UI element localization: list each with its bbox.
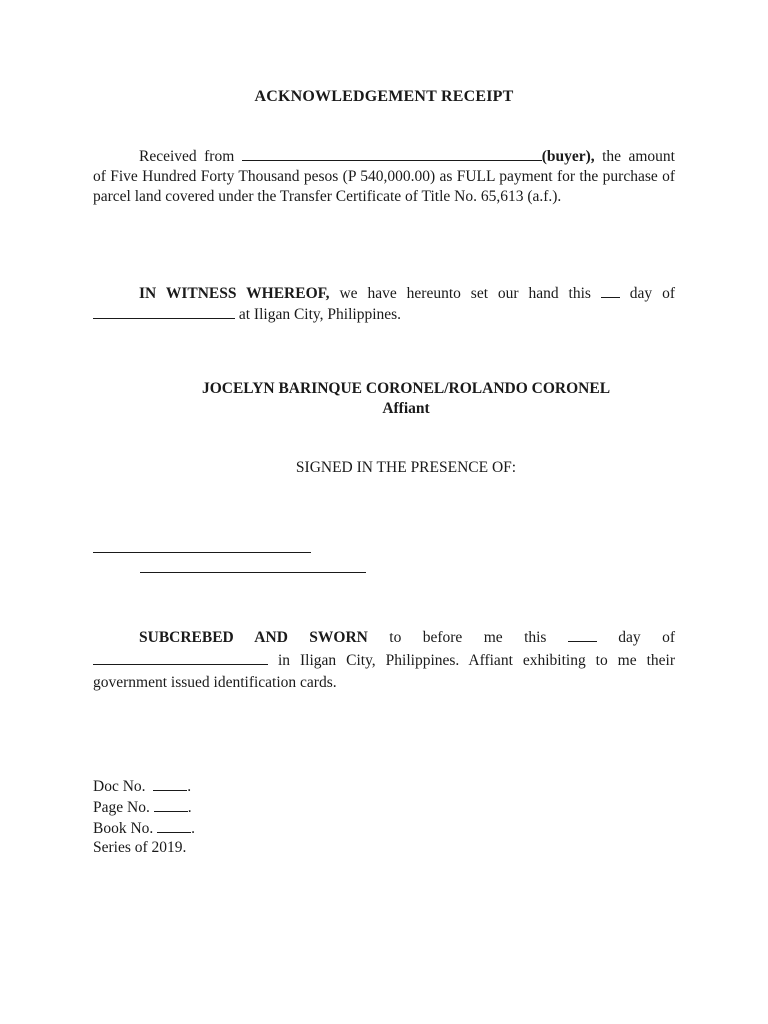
- buyer-label: (buyer),: [541, 148, 595, 165]
- sworn-lead: SUBCREBED AND SWORN: [139, 629, 368, 646]
- presence-heading: SIGNED IN THE PRESENCE OF:: [295, 459, 517, 476]
- sworn-paragraph: [93, 627, 675, 695]
- sworn-day-blank: [568, 627, 597, 642]
- notary-series-line: Series of 2019.: [93, 839, 187, 857]
- doc-number-blank: [153, 776, 187, 791]
- notary-doc-line: Doc No. .: [93, 778, 192, 795]
- notary-doc-label: Doc No.: [93, 778, 146, 795]
- witness-text-c: at Iligan City, Philippines.: [235, 306, 402, 323]
- witness-paragraph: [93, 283, 675, 325]
- witness-day-blank: [601, 283, 620, 298]
- notary-book-line: Book No. .: [93, 819, 196, 837]
- witness-signature-line-2: [140, 572, 366, 573]
- witness-text-a: we have hereunto set our hand this: [329, 285, 601, 302]
- receipt-paragraph: [93, 146, 675, 207]
- notary-block: [93, 776, 195, 858]
- document-page: [93, 0, 675, 1024]
- sworn-text-a: to before me this: [367, 629, 568, 646]
- sworn-text-b: day of: [596, 629, 675, 646]
- witness-lead: IN WITNESS WHEREOF,: [139, 285, 330, 302]
- buyer-name-blank: [242, 146, 542, 161]
- affiant-label: Affiant: [382, 400, 430, 417]
- witness-text-b: day of: [619, 285, 676, 302]
- receipt-body: the amount of Five Hundred Forty Thousand pesos (P 540,000.00) as FULL payment for the purchase of parcel land covered under the Transfer Certificate of Title No. 65,613 (a.f.).: [93, 148, 675, 205]
- sworn-month-blank: [93, 650, 268, 665]
- affiant-name: JOCELYN BARINQUE CORONEL/ROLANDO CORONEL: [201, 380, 611, 397]
- book-number-blank: [157, 818, 191, 833]
- notary-page-line: Page No. .: [93, 798, 192, 816]
- witness-month-blank: [93, 304, 235, 319]
- notary-page-label: Page No.: [93, 798, 150, 816]
- page-number-blank: [154, 797, 188, 812]
- witness-signature-line-1: [93, 552, 311, 553]
- document-title: ACKNOWLEDGEMENT RECEIPT: [254, 88, 514, 105]
- receipt-lead: Received from: [139, 148, 235, 165]
- notary-book-label: Book No.: [93, 819, 154, 837]
- sworn-text-c: in Iligan City, Philippines. Affiant exhibiting to me their government issued identification cards.: [93, 651, 675, 691]
